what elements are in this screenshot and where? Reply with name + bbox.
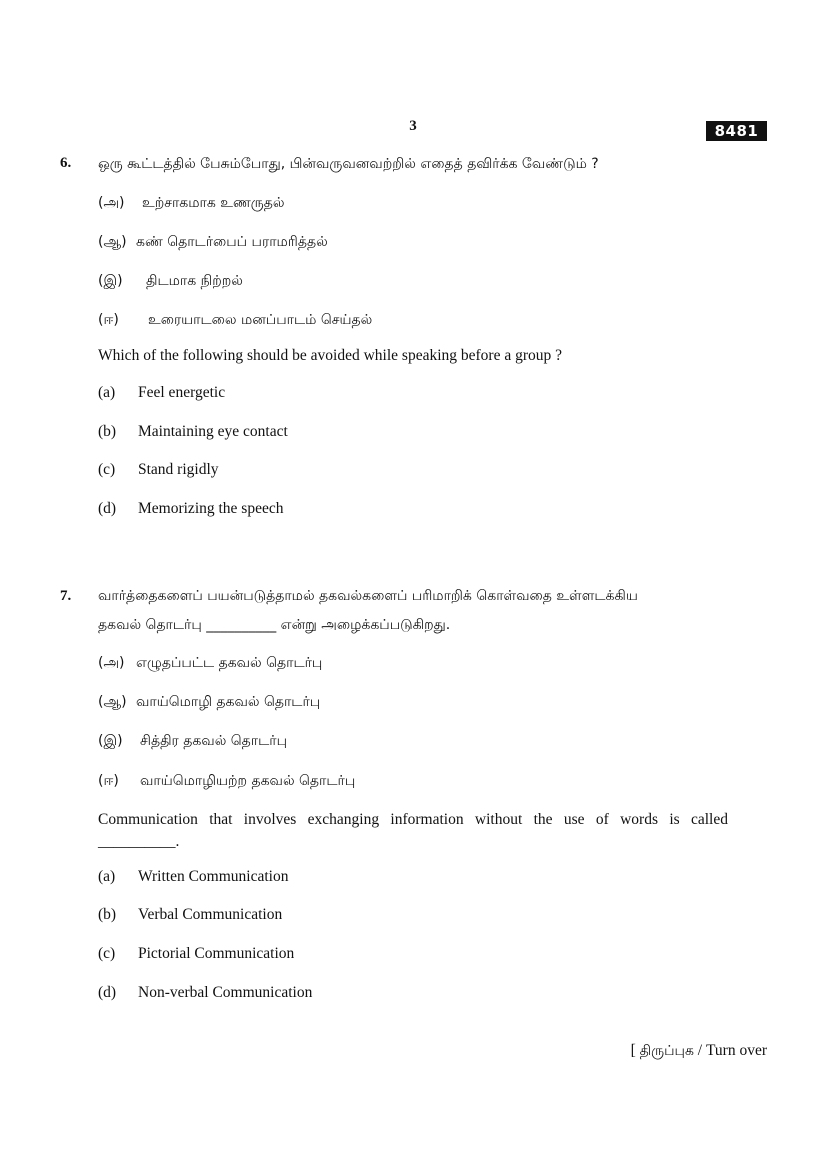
tamil-option (98, 312, 372, 330)
option-text: திடமாக நிற்றல் (146, 273, 243, 289)
option-label: (ஈ) (98, 773, 119, 789)
turn-over-note (575, 1042, 767, 1061)
option-label: (a) (98, 868, 116, 885)
option-text: வாய்மொழியற்ற தகவல் தொடர்பு (140, 773, 356, 789)
option-text: Pictorial Communication (138, 945, 295, 962)
option-label: (இ) (98, 273, 123, 289)
option-text: எழுதப்பட்ட தகவல் தொடர்பு (136, 655, 323, 671)
option-text: சித்திர தகவல் தொடர்பு (140, 733, 287, 749)
option-text: Maintaining eye contact (138, 423, 288, 440)
option-label: (ஈ) (98, 312, 119, 328)
option-label: (இ) (98, 733, 123, 749)
option-label: (b) (98, 423, 117, 440)
option-text: வாய்மொழி தகவல் தொடர்பு (136, 694, 321, 710)
tamil-option (98, 694, 320, 712)
question-text-tamil-line2: தகவல் தொடர்பு __________ என்று அழைக்கப்படுகிறது. (98, 617, 451, 633)
option-label: (ஆ) (98, 234, 127, 250)
footer-tamil: திருப்புக (639, 1043, 694, 1059)
question-text-english: Which of the following should be avoided while speaking before a group ? (98, 347, 563, 364)
option-text: Memorizing the speech (138, 500, 284, 517)
option-text: கண் தொடர்பைப் பராமரித்தல் (136, 234, 328, 250)
option-label: (ஆ) (98, 694, 127, 710)
option-text: Verbal Communication (138, 906, 283, 923)
option-text: Stand rigidly (138, 461, 219, 478)
option-label: (d) (98, 984, 117, 1001)
option-text: Feel energetic (138, 384, 226, 401)
footer-english: Turn over (705, 1042, 767, 1059)
tamil-option (98, 655, 322, 673)
tamil-option (98, 733, 287, 751)
paper-code-badge: 8481 (706, 121, 767, 141)
page-number: 3 (409, 118, 417, 134)
question-number: 6. (60, 155, 72, 171)
option-label: (அ) (98, 195, 125, 211)
option-label: (c) (98, 461, 116, 478)
question-text-english-line1: Communication that involves exchanging information without the use of words is called (98, 811, 728, 828)
option-text: உரையாடலை மனப்பாடம் செய்தல் (148, 312, 373, 328)
option-label: (a) (98, 384, 116, 401)
footer-bracket: [ (630, 1042, 636, 1059)
question-text-tamil: ஒரு கூட்டத்தில் பேசும்போது, பின்வருவனவற்றில் எதைத் தவிர்க்க வேண்டும் ? (98, 156, 599, 172)
option-label: (c) (98, 945, 116, 962)
question-text-english-line2: __________. (98, 833, 180, 850)
tamil-option (98, 773, 355, 791)
question-number: 7. (60, 588, 72, 604)
tamil-option (98, 273, 243, 291)
tamil-option (98, 195, 284, 213)
option-text: Non-verbal Communication (138, 984, 313, 1001)
option-text: உற்சாகமாக உணருதல் (142, 195, 285, 211)
option-label: (d) (98, 500, 117, 517)
question-text-tamil-line1: வார்த்தைகளைப் பயன்படுத்தாமல் தகவல்களைப் பரிமாறிக் கொள்வதை உள்ளடக்கிய (98, 588, 638, 604)
option-label: (அ) (98, 655, 125, 671)
option-label: (b) (98, 906, 117, 923)
footer-separator: / (697, 1042, 703, 1059)
option-text: Written Communication (138, 868, 289, 885)
tamil-option (98, 234, 328, 252)
